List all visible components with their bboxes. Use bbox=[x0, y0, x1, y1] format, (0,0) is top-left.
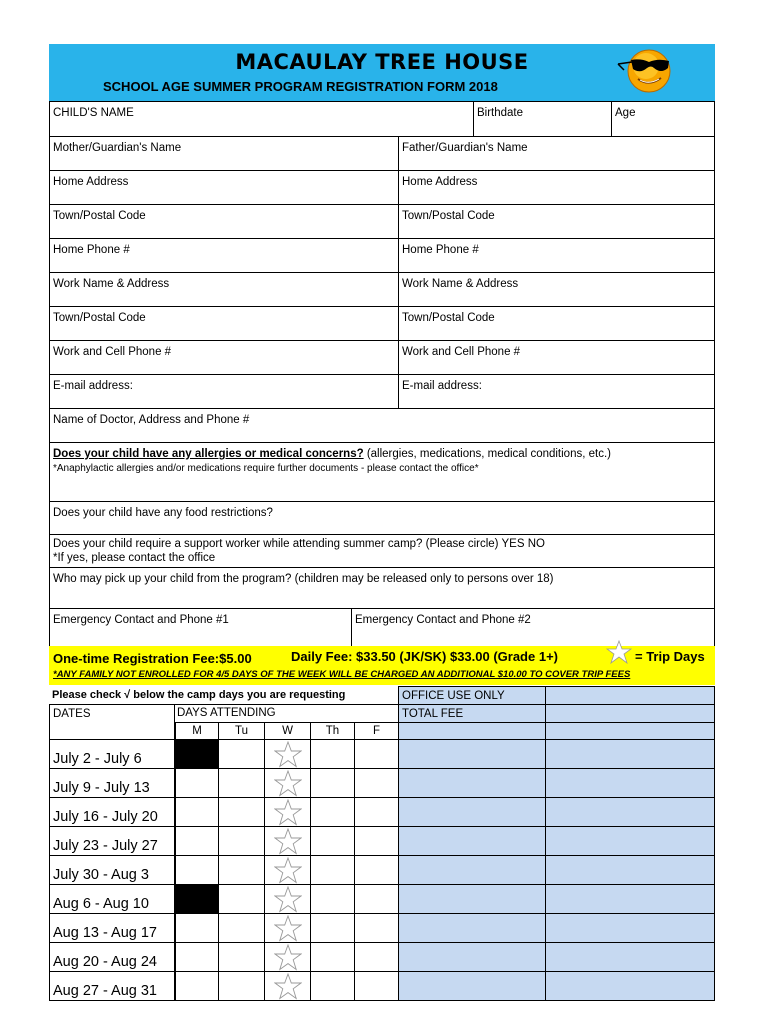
day-checkbox-tu[interactable] bbox=[218, 855, 265, 885]
total-fee-cell bbox=[545, 768, 715, 798]
day-checkbox-tu[interactable] bbox=[218, 884, 265, 914]
anaphylactic-note: *Anaphylactic allergies and/or medications require further documents - please contact the office* bbox=[53, 463, 479, 474]
office-use-cell bbox=[398, 826, 546, 856]
day-header-w: W bbox=[264, 722, 311, 740]
day-checkbox-m[interactable] bbox=[175, 942, 219, 972]
day-checkbox-m[interactable] bbox=[175, 797, 219, 827]
office-header-blank-2 bbox=[545, 722, 715, 740]
day-checkbox-th[interactable] bbox=[310, 797, 355, 827]
home-address-field-2[interactable]: Home Address bbox=[398, 170, 715, 205]
blocked-day-cell bbox=[175, 884, 219, 914]
father-name-field[interactable]: Father/Guardian's Name bbox=[398, 136, 715, 171]
day-checkbox-w[interactable] bbox=[264, 855, 311, 885]
day-checkbox-f[interactable] bbox=[354, 768, 399, 798]
daily-fee: Daily Fee: $33.50 (JK/SK) $33.00 (Grade 1+) bbox=[291, 649, 558, 664]
day-checkbox-tu[interactable] bbox=[218, 826, 265, 856]
office-use-cell bbox=[398, 797, 546, 827]
sun-with-sunglasses-icon bbox=[616, 46, 676, 96]
total-fee-cell bbox=[545, 797, 715, 827]
day-checkbox-tu[interactable] bbox=[218, 971, 265, 1001]
week-dates: July 23 - July 27 bbox=[49, 826, 175, 856]
total-fee-cell bbox=[545, 826, 715, 856]
week-dates: July 16 - July 20 bbox=[49, 797, 175, 827]
day-checkbox-tu[interactable] bbox=[218, 913, 265, 943]
day-checkbox-f[interactable] bbox=[354, 913, 399, 943]
day-checkbox-tu[interactable] bbox=[218, 797, 265, 827]
office-use-cell bbox=[398, 739, 546, 769]
star-icon bbox=[274, 944, 302, 972]
week-dates: Aug 6 - Aug 10 bbox=[49, 884, 175, 914]
child-name-field[interactable]: CHILD'S NAME bbox=[49, 101, 474, 137]
form-title: MACAULAY TREE HOUSE bbox=[235, 50, 529, 74]
day-checkbox-w[interactable] bbox=[264, 913, 311, 943]
week-dates: July 9 - July 13 bbox=[49, 768, 175, 798]
day-checkbox-f[interactable] bbox=[354, 797, 399, 827]
total-fee-cell bbox=[545, 942, 715, 972]
star-icon bbox=[274, 741, 302, 769]
day-header-f: F bbox=[354, 722, 399, 740]
emergency-contact-2-field[interactable]: Emergency Contact and Phone #2 bbox=[351, 608, 715, 647]
day-checkbox-w[interactable] bbox=[264, 739, 311, 769]
total-fee-cell bbox=[545, 913, 715, 943]
day-checkbox-th[interactable] bbox=[310, 855, 355, 885]
home-address-field-1[interactable]: Home Address bbox=[49, 170, 399, 205]
day-checkbox-th[interactable] bbox=[310, 739, 355, 769]
work-name-field-2[interactable]: Work Name & Address bbox=[398, 272, 715, 307]
week-dates: July 2 - July 6 bbox=[49, 739, 175, 769]
week-dates: Aug 20 - Aug 24 bbox=[49, 942, 175, 972]
star-icon bbox=[274, 828, 302, 856]
office-header-blank-1 bbox=[398, 722, 546, 740]
emergency-contact-1-field[interactable]: Emergency Contact and Phone #1 bbox=[49, 608, 352, 647]
pickup-field[interactable]: Who may pick up your child from the program? (children may be released only to persons over 18) bbox=[49, 567, 715, 609]
day-checkbox-tu[interactable] bbox=[218, 942, 265, 972]
week-dates: Aug 27 - Aug 31 bbox=[49, 971, 175, 1001]
day-header-tu: Tu bbox=[218, 722, 265, 740]
schedule-instruction: Please check √ below the camp days you are requesting bbox=[52, 689, 346, 701]
total-fee-cell bbox=[545, 971, 715, 1001]
office-use-cell bbox=[398, 971, 546, 1001]
star-icon bbox=[274, 770, 302, 798]
star-icon bbox=[274, 857, 302, 885]
total-fee-blank bbox=[545, 704, 715, 723]
town-postal-field-1[interactable]: Town/Postal Code bbox=[49, 204, 399, 239]
total-fee-cell bbox=[545, 855, 715, 885]
home-phone-field-2[interactable]: Home Phone # bbox=[398, 238, 715, 273]
week-dates: July 30 - Aug 3 bbox=[49, 855, 175, 885]
day-checkbox-m[interactable] bbox=[175, 768, 219, 798]
allergies-hint: (allergies, medications, medical conditions, etc.) bbox=[363, 448, 611, 460]
day-checkbox-f[interactable] bbox=[354, 884, 399, 914]
registration-fee: One-time Registration Fee:$5.00 bbox=[53, 651, 252, 666]
day-checkbox-f[interactable] bbox=[354, 971, 399, 1001]
age-field[interactable]: Age bbox=[611, 101, 715, 137]
day-checkbox-w[interactable] bbox=[264, 797, 311, 827]
day-checkbox-m[interactable] bbox=[175, 855, 219, 885]
day-checkbox-f[interactable] bbox=[354, 855, 399, 885]
work-cell-field-1[interactable]: Work and Cell Phone # bbox=[49, 340, 399, 375]
day-header-th: Th bbox=[310, 722, 355, 740]
office-use-blank bbox=[545, 686, 715, 705]
star-icon bbox=[274, 799, 302, 827]
support-worker-field[interactable] bbox=[49, 534, 715, 568]
work-cell-field-2[interactable]: Work and Cell Phone # bbox=[398, 340, 715, 375]
email-field-1[interactable]: E-mail address: bbox=[49, 374, 399, 409]
day-checkbox-th[interactable] bbox=[310, 913, 355, 943]
work-name-field-1[interactable]: Work Name & Address bbox=[49, 272, 399, 307]
day-checkbox-th[interactable] bbox=[310, 826, 355, 856]
town-postal-field-2[interactable]: Town/Postal Code bbox=[398, 204, 715, 239]
email-field-2[interactable]: E-mail address: bbox=[398, 374, 715, 409]
day-checkbox-f[interactable] bbox=[354, 942, 399, 972]
food-restrictions-field[interactable]: Does your child have any food restrictions? bbox=[49, 501, 715, 535]
day-checkbox-w[interactable] bbox=[264, 971, 311, 1001]
support-worker-question: Does your child require a support worker while attending summer camp? (Please circle) YES NO bbox=[53, 538, 545, 550]
day-checkbox-tu[interactable] bbox=[218, 768, 265, 798]
office-use-cell bbox=[398, 768, 546, 798]
office-use-cell bbox=[398, 855, 546, 885]
fee-bar bbox=[49, 646, 715, 685]
day-checkbox-th[interactable] bbox=[310, 971, 355, 1001]
day-checkbox-th[interactable] bbox=[310, 768, 355, 798]
trip-fee-warning: *ANY FAMILY NOT ENROLLED FOR 4/5 DAYS OF THE WEEK WILL BE CHARGED AN ADDITIONAL $10.00 TO COVER TRIP FEES bbox=[53, 669, 631, 680]
office-use-label: OFFICE USE ONLY bbox=[398, 686, 546, 705]
birthdate-field[interactable]: Birthdate bbox=[473, 101, 612, 137]
work-town-field-2[interactable]: Town/Postal Code bbox=[398, 306, 715, 341]
day-checkbox-w[interactable] bbox=[264, 884, 311, 914]
office-use-cell bbox=[398, 913, 546, 943]
day-checkbox-th[interactable] bbox=[310, 884, 355, 914]
star-icon bbox=[606, 640, 632, 664]
day-checkbox-m[interactable] bbox=[175, 826, 219, 856]
mother-name-field[interactable]: Mother/Guardian's Name bbox=[49, 136, 399, 171]
support-worker-note: *If yes, please contact the office bbox=[53, 552, 216, 564]
star-icon bbox=[274, 973, 302, 1001]
total-fee-label: TOTAL FEE bbox=[398, 704, 546, 723]
star-icon bbox=[274, 886, 302, 914]
form-header bbox=[49, 44, 715, 101]
star-icon bbox=[274, 915, 302, 943]
allergies-question: Does your child have any allergies or medical concerns? bbox=[53, 448, 364, 460]
work-town-field-1[interactable]: Town/Postal Code bbox=[49, 306, 399, 341]
day-checkbox-m[interactable] bbox=[175, 971, 219, 1001]
total-fee-cell bbox=[545, 739, 715, 769]
day-checkbox-w[interactable] bbox=[264, 826, 311, 856]
day-checkbox-m[interactable] bbox=[175, 913, 219, 943]
day-checkbox-w[interactable] bbox=[264, 768, 311, 798]
day-checkbox-th[interactable] bbox=[310, 942, 355, 972]
week-dates: Aug 13 - Aug 17 bbox=[49, 913, 175, 943]
office-use-cell bbox=[398, 942, 546, 972]
doctor-field[interactable]: Name of Doctor, Address and Phone # bbox=[49, 408, 715, 443]
total-fee-cell bbox=[545, 884, 715, 914]
day-checkbox-f[interactable] bbox=[354, 826, 399, 856]
day-checkbox-f[interactable] bbox=[354, 739, 399, 769]
trip-days-label: = Trip Days bbox=[635, 649, 705, 664]
day-checkbox-tu[interactable] bbox=[218, 739, 265, 769]
day-header-m: M bbox=[175, 722, 219, 740]
office-use-cell bbox=[398, 884, 546, 914]
day-checkbox-w[interactable] bbox=[264, 942, 311, 972]
form-subtitle: SCHOOL AGE SUMMER PROGRAM REGISTRATION FORM 2018 bbox=[103, 79, 498, 94]
home-phone-field-1[interactable]: Home Phone # bbox=[49, 238, 399, 273]
dates-header: DATES bbox=[49, 704, 175, 740]
blocked-day-cell bbox=[175, 739, 219, 769]
days-attending-header: DAYS ATTENDING bbox=[175, 704, 399, 723]
allergies-field[interactable] bbox=[49, 442, 715, 502]
